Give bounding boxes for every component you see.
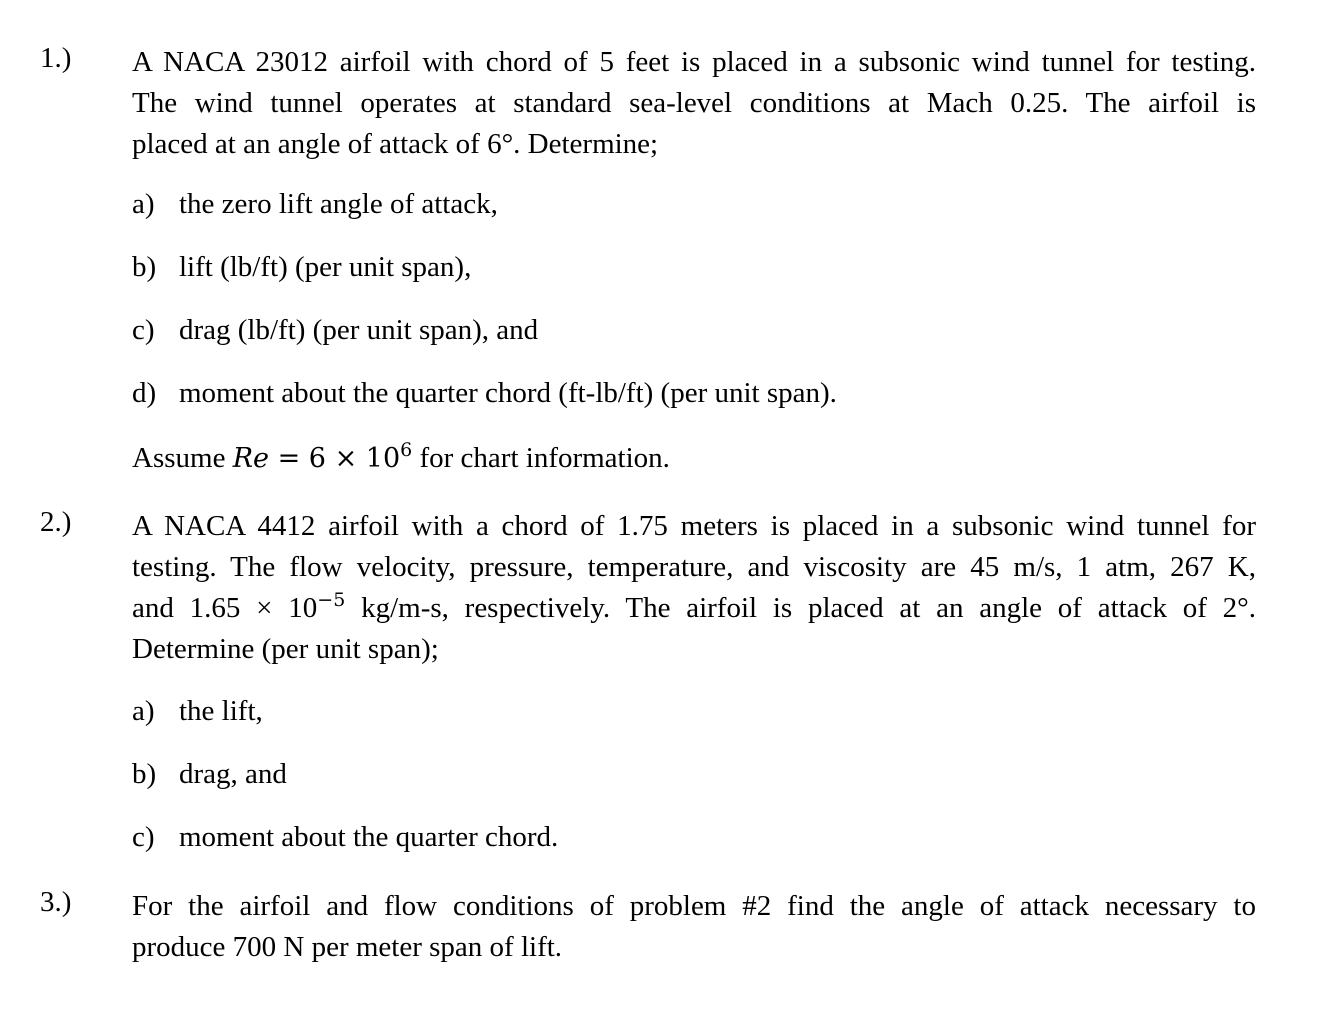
viscosity-exponent: −5 [317, 589, 346, 611]
sub-question [132, 758, 287, 791]
statement-line: A NACA 4412 airfoil with a chord of 1.75 meters is placed in a subsonic wind tunnel for [132, 510, 1256, 542]
statement-line: A NACA 23012 airfoil with chord of 5 feet is placed in a subsonic wind tunnel for testing. [132, 46, 1256, 78]
viscosity-text-rest: kg/m-s, respectively. The airfoil is placed at an angle of attack of 2°. [345, 592, 1257, 624]
statement-line: For the airfoil and flow conditions of problem #2 find the angle of attack necessary to [132, 890, 1256, 922]
sub-question [132, 251, 471, 284]
problem-number: 1.) [40, 42, 72, 74]
sub-question [132, 188, 498, 221]
sub-question-text: moment about the quarter chord. [179, 821, 559, 853]
sub-question-label: b) [132, 251, 157, 283]
problem-statement [132, 886, 1256, 968]
sub-question-label: b) [132, 758, 157, 790]
sub-question-text: moment about the quarter chord (ft-lb/ft) (per unit span). [179, 377, 837, 409]
sub-question [132, 377, 837, 410]
statement-line: The wind tunnel operates at standard sea-level conditions at Mach 0.25. The airfoil is [132, 87, 1256, 119]
statement-line: testing. The flow velocity, pressure, temperature, and viscosity are 45 m/s, 1 atm, 267 K, [132, 551, 1256, 583]
problem-statement [132, 42, 1256, 165]
sub-question-label: c) [132, 821, 155, 853]
assumption-line [132, 439, 670, 475]
problem-statement [132, 506, 1256, 670]
statement-line: placed at an angle of attack of 6°. Determine; [132, 128, 659, 160]
assumption-prefix: Assume [132, 442, 233, 474]
sub-question-text: drag (lb/ft) (per unit span), and [179, 314, 539, 346]
sub-question-label: d) [132, 377, 157, 409]
problem-number: 3.) [40, 886, 72, 918]
sub-question [132, 695, 263, 728]
sub-question-text: the lift, [179, 695, 263, 727]
viscosity-text: and 1.65 × 10 [132, 592, 318, 624]
sub-question-label: a) [132, 188, 155, 220]
statement-line: Determine (per unit span); [132, 633, 439, 665]
sub-question-text: lift (lb/ft) (per unit span), [179, 251, 472, 283]
reynolds-exponent: 6 [400, 439, 413, 461]
problem-number: 2.) [40, 506, 72, 538]
sub-question [132, 821, 558, 854]
reynolds-value: = 6 × 10 [269, 443, 401, 474]
sub-question-text: drag, and [179, 758, 287, 790]
assumption-suffix: for chart information. [412, 442, 670, 474]
sub-question [132, 314, 538, 347]
sub-question-label: a) [132, 695, 155, 727]
reynolds-symbol: Re [232, 443, 270, 474]
sub-question-label: c) [132, 314, 155, 346]
sub-question-text: the zero lift angle of attack, [179, 188, 498, 220]
statement-line [132, 588, 1256, 629]
statement-line: produce 700 N per meter span of lift. [132, 931, 563, 963]
